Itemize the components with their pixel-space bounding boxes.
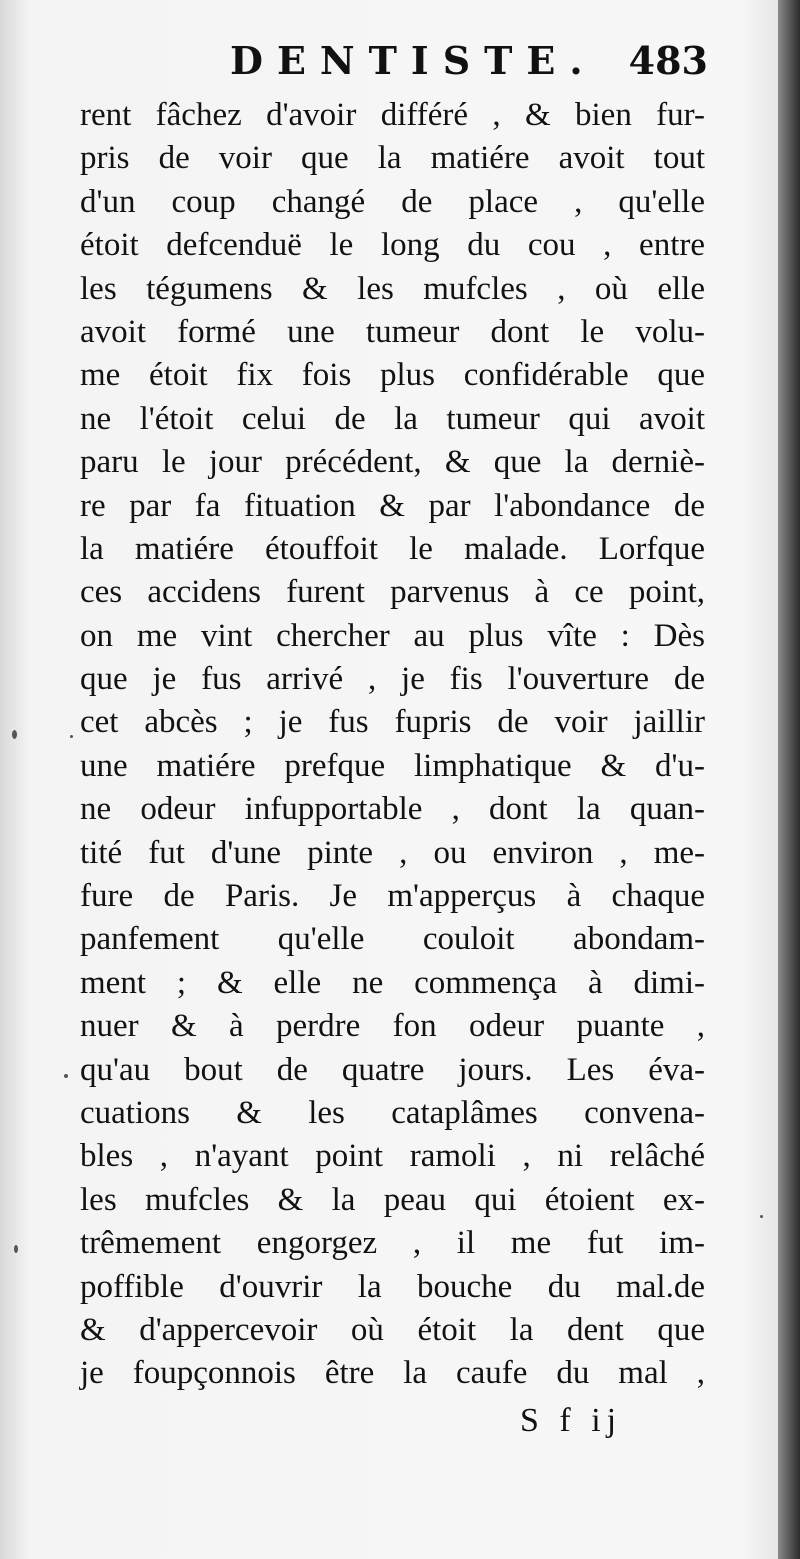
text-line: trêmement engorgez , il me fut im- <box>80 1225 705 1262</box>
text-line: pris de voir que la matiére avoit tout <box>80 140 705 177</box>
page-edge-shadow <box>778 0 800 1559</box>
text-line: re par fa fituation & par l'abondance de <box>80 487 705 524</box>
text-line: panfement qu'elle couloit abondam- <box>80 921 705 958</box>
text-line: fure de Paris. Je m'apperçus à chaque <box>80 878 705 915</box>
text-line: la matiére étouffoit le malade. Lorfque <box>80 530 705 567</box>
text-line: que je fus arrivé , je fis l'ouverture de <box>80 661 705 698</box>
paper-speck <box>760 1215 763 1218</box>
text-line: avoit formé une tumeur dont le volu- <box>80 313 705 350</box>
paper-speck <box>70 735 73 738</box>
text-line: tité fut d'une pinte , ou environ , me- <box>80 834 705 871</box>
text-line: nuer & à perdre fon odeur puante , <box>80 1008 705 1045</box>
paper-speck <box>14 1245 18 1253</box>
text-line: rent fâchez d'avoir différé , & bien fur- <box>80 97 705 133</box>
page-header <box>80 38 720 102</box>
text-line: les tégumens & les mufcles , où elle <box>80 270 705 307</box>
text-line: me étoit fix fois plus confidérable que <box>80 357 705 394</box>
text-line: ne odeur infupportable , dont la quan- <box>80 791 705 828</box>
text-line: qu'au bout de quatre jours. Les éva- <box>80 1051 705 1088</box>
text-line: & d'appercevoir où étoit la dent que <box>80 1311 705 1348</box>
paper-speck <box>64 1074 68 1078</box>
text-line: ne l'étoit celui de la tumeur qui avoit <box>80 400 705 437</box>
text-line: étoit defcenduë le long du cou , entre <box>80 227 705 264</box>
text-line: ces accidens furent parvenus à ce point, <box>80 574 705 611</box>
running-title: DENTISTE. <box>230 38 597 83</box>
body-text <box>80 94 705 1396</box>
text-line: ment ; & elle ne commença à dimi- <box>80 964 705 1001</box>
text-line: d'un coup changé de place , qu'elle <box>80 183 705 220</box>
text-line: cuations & les cataplâmes convena- <box>80 1094 705 1131</box>
text-line: je foupçonnois être la caufe du mal , <box>80 1355 705 1392</box>
text-line: on me vint chercher au plus vîte : Dès <box>80 617 705 654</box>
signature-mark: S f ij <box>520 1402 623 1439</box>
text-line: une matiére prefque limphatique & d'u- <box>80 747 705 784</box>
text-line: paru le jour précédent, & que la derniè- <box>80 444 705 481</box>
paper-speck <box>12 730 17 739</box>
text-line: bles , n'ayant point ramoli , ni relâché <box>80 1138 705 1175</box>
text-line: poffible d'ouvrir la bouche du mal.de <box>80 1268 705 1305</box>
text-line: cet abcès ; je fus fupris de voir jaillir <box>80 704 705 741</box>
page-number: 483 <box>628 38 708 83</box>
text-line: les mufcles & la peau qui étoient ex- <box>80 1181 705 1218</box>
